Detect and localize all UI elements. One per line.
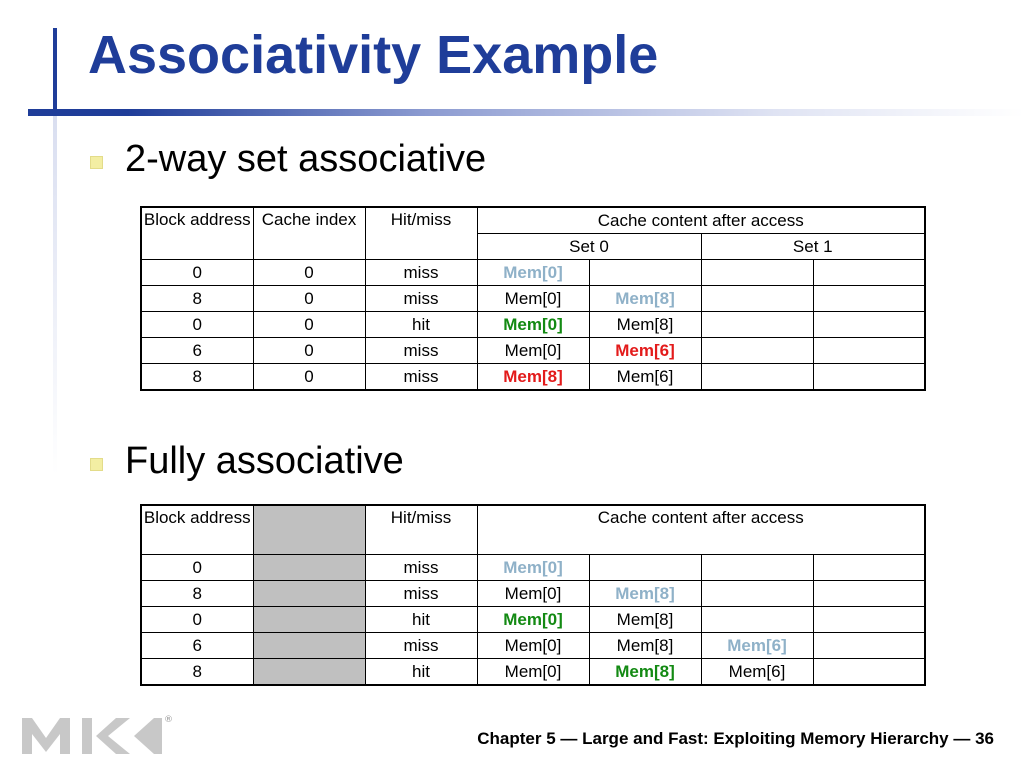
table-row: [141, 555, 925, 581]
hit-miss-cell: miss: [365, 364, 477, 391]
content-cell: [589, 260, 701, 286]
table-row: [141, 312, 925, 338]
cache-index-cell: 0: [253, 364, 365, 391]
block-address-cell: 0: [141, 555, 253, 581]
grayed-index-cell: [253, 581, 365, 607]
grayed-index-cell: [253, 633, 365, 659]
table-row: [141, 364, 925, 391]
grayed-index-cell: [253, 555, 365, 581]
svg-text:®: ®: [164, 715, 173, 725]
content-cell: [813, 260, 925, 286]
publisher-logo-icon: [22, 712, 172, 758]
content-cell: [813, 633, 925, 659]
content-cell: Mem[0]: [477, 581, 589, 607]
content-cell: Mem[8]: [477, 364, 589, 391]
hit-miss-cell: miss: [365, 581, 477, 607]
header-set-0: Set 0: [477, 234, 701, 260]
block-address-cell: 8: [141, 659, 253, 686]
grayed-index-cell: [253, 659, 365, 686]
content-cell: Mem[0]: [477, 607, 589, 633]
bullet-text: 2-way set associative: [125, 138, 487, 180]
content-cell: Mem[8]: [589, 607, 701, 633]
header-block-address: Block address: [141, 505, 253, 555]
content-cell: [813, 364, 925, 391]
content-cell: [813, 607, 925, 633]
left-accent-fade: [53, 116, 57, 476]
content-cell: Mem[0]: [477, 260, 589, 286]
hit-miss-cell: miss: [365, 260, 477, 286]
block-address-cell: 0: [141, 607, 253, 633]
block-address-cell: 0: [141, 260, 253, 286]
bullet-text: Fully associative: [125, 440, 404, 482]
cache-index-cell: 0: [253, 338, 365, 364]
hit-miss-cell: miss: [365, 555, 477, 581]
hit-miss-cell: hit: [365, 607, 477, 633]
content-cell: Mem[8]: [589, 286, 701, 312]
slide-title: Associativity Example: [88, 25, 659, 85]
table-row: [141, 607, 925, 633]
content-cell: [813, 555, 925, 581]
content-cell: [701, 286, 813, 312]
table-row: [141, 286, 925, 312]
block-address-cell: 8: [141, 364, 253, 391]
bullet-fully-associative: [90, 440, 404, 483]
block-address-cell: 6: [141, 633, 253, 659]
table-row: [141, 659, 925, 686]
content-cell: [701, 581, 813, 607]
bullet-two-way: [90, 138, 486, 181]
cache-index-cell: 0: [253, 312, 365, 338]
content-cell: [701, 555, 813, 581]
header-block-address: Block address: [141, 207, 253, 260]
cache-index-cell: 0: [253, 260, 365, 286]
hit-miss-cell: miss: [365, 286, 477, 312]
content-cell: [589, 555, 701, 581]
header-cache-index: Cache index: [253, 207, 365, 260]
content-cell: Mem[8]: [589, 633, 701, 659]
two-way-set-associative-table: [140, 206, 926, 391]
content-cell: Mem[0]: [477, 659, 589, 686]
bullet-square-icon: [90, 458, 103, 471]
content-cell: Mem[0]: [477, 555, 589, 581]
header-hit-miss: Hit/miss: [365, 505, 477, 555]
hit-miss-cell: hit: [365, 312, 477, 338]
fully-associative-table: [140, 504, 926, 686]
block-address-cell: 8: [141, 286, 253, 312]
cache-index-cell: 0: [253, 286, 365, 312]
content-cell: [701, 338, 813, 364]
content-cell: [813, 659, 925, 686]
content-cell: [701, 260, 813, 286]
content-cell: [813, 312, 925, 338]
content-cell: Mem[0]: [477, 286, 589, 312]
hit-miss-cell: miss: [365, 633, 477, 659]
content-cell: [813, 338, 925, 364]
content-cell: Mem[0]: [477, 633, 589, 659]
table-row: [141, 338, 925, 364]
slide-footer: Chapter 5 — Large and Fast: Exploiting Memory Hierarchy — 36: [477, 729, 994, 748]
hit-miss-cell: miss: [365, 338, 477, 364]
table-row: [141, 581, 925, 607]
content-cell: Mem[6]: [701, 633, 813, 659]
header-set-1: Set 1: [701, 234, 925, 260]
block-address-cell: 8: [141, 581, 253, 607]
hit-miss-cell: hit: [365, 659, 477, 686]
content-cell: [701, 312, 813, 338]
content-cell: [813, 286, 925, 312]
header-hit-miss: Hit/miss: [365, 207, 477, 260]
block-address-cell: 0: [141, 312, 253, 338]
grayed-index-cell: [253, 505, 365, 555]
content-cell: Mem[0]: [477, 338, 589, 364]
block-address-cell: 6: [141, 338, 253, 364]
content-cell: Mem[8]: [589, 659, 701, 686]
content-cell: Mem[6]: [589, 338, 701, 364]
grayed-index-cell: [253, 607, 365, 633]
content-cell: [813, 581, 925, 607]
content-cell: [701, 364, 813, 391]
table-row: [141, 260, 925, 286]
title-underline: [28, 109, 1024, 116]
bullet-square-icon: [90, 156, 103, 169]
content-cell: Mem[6]: [701, 659, 813, 686]
content-cell: [701, 607, 813, 633]
content-cell: Mem[6]: [589, 364, 701, 391]
content-cell: Mem[0]: [477, 312, 589, 338]
content-cell: Mem[8]: [589, 312, 701, 338]
header-cache-content: Cache content after access: [477, 505, 925, 555]
header-cache-content: Cache content after access: [477, 207, 925, 234]
title-accent-bar: [53, 28, 57, 116]
table-row: [141, 633, 925, 659]
content-cell: Mem[8]: [589, 581, 701, 607]
